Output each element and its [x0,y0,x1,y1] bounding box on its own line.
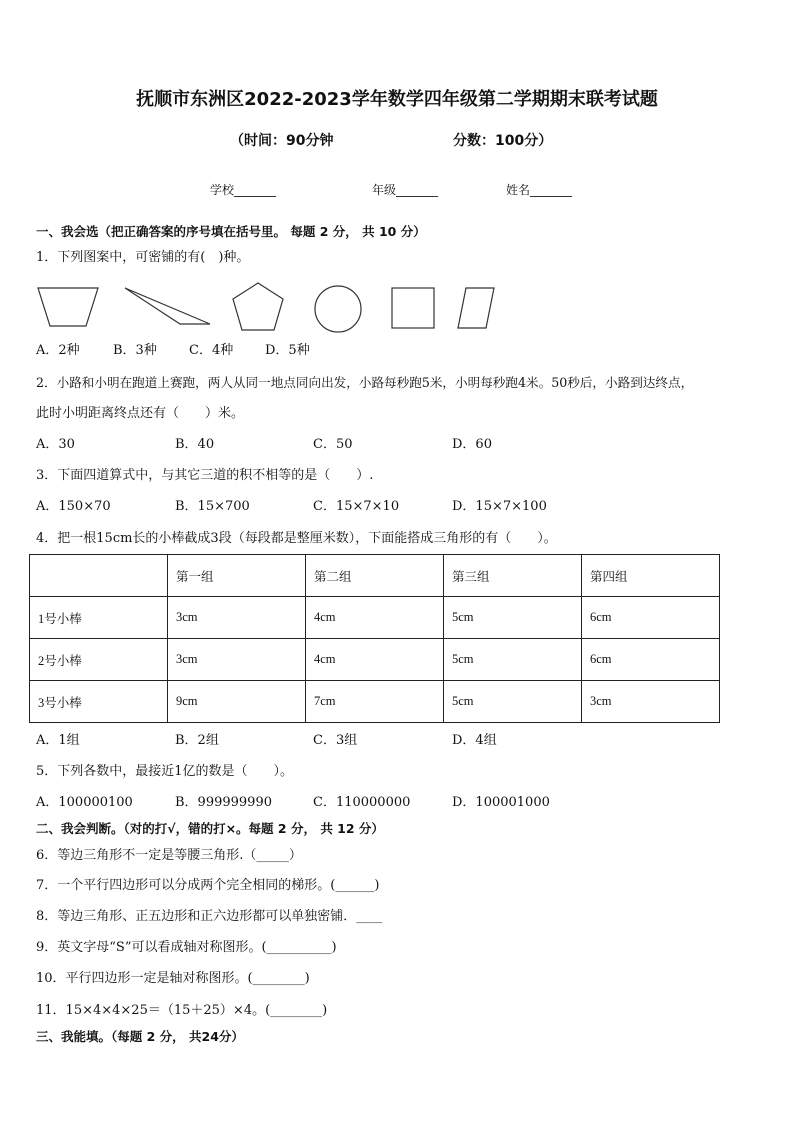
triangle-shape [125,288,210,324]
q2-option-d: D．60 [452,437,492,452]
question-10: 10．平行四边形一定是轴对称图形。(________) [36,971,310,986]
q1-option-b: B．3种 [113,343,157,358]
question-7: 7．一个平行四边形可以分成两个完全相同的梯形。(______) [36,878,380,893]
table-cell: 3cm [582,681,720,723]
table-row [30,597,720,639]
circle-shape [315,286,361,332]
table-cell: 6cm [582,639,720,681]
table-header-cell [30,555,168,597]
table-cell: 1号小棒 [30,597,168,639]
q3-option-b: B．15×700 [175,499,250,514]
question-11: 11．15×4×4×25＝（15＋25）×4。(________) [36,1003,328,1018]
q1-option-d: D．5种 [265,343,310,358]
trapezoid-shape [38,288,98,326]
table-cell: 6cm [582,597,720,639]
question-1-shapes [30,280,500,340]
table-row [30,681,720,723]
table-cell: 3号小棒 [30,681,168,723]
question-3-stem: 3．下面四道算式中，与其它三道的积不相等的是（ ）. [36,468,374,483]
question-8: 8．等边三角形、正五边形和正六边形都可以单独密铺．____ [36,909,383,924]
table-cell: 9cm [168,681,306,723]
q4-option-d: D．4组 [452,733,497,748]
pentagon-shape [233,283,283,330]
q2-option-a: A．30 [36,437,75,452]
question-2-line-2: 此时小明距离终点还有（ ）米。 [36,406,245,421]
q1-option-a: A．2种 [36,343,80,358]
grade-field: 年级_______ [372,183,439,197]
table-header-cell: 第四组 [582,555,720,597]
table-row [30,639,720,681]
table-cell: 5cm [444,597,582,639]
q4-option-b: B．2组 [175,733,219,748]
table-header-row [30,555,720,597]
exam-title: 抚顺市东洲区2022-2023学年数学四年级第二学期期末联考试题 [136,89,658,110]
table-cell: 3cm [168,639,306,681]
table-cell: 5cm [444,639,582,681]
section-1-heading: 一、我会选（把正确答案的序号填在括号里。 每题 2 分， 共 10 分） [36,224,426,239]
square-shape [392,288,434,328]
q2-option-c: C．50 [313,437,353,452]
q5-option-a: A．100000100 [36,795,133,810]
q5-option-d: D．100001000 [452,795,550,810]
table-cell: 2号小棒 [30,639,168,681]
question-1-stem: 1．下列图案中，可密铺的有( )种。 [36,250,250,265]
stick-table [29,554,720,723]
question-6: 6．等边三角形不一定是等腰三角形.（_____） [36,848,302,863]
exam-time: （时间：90分钟 [230,133,334,149]
table-cell: 4cm [306,639,444,681]
q3-option-c: C．15×7×10 [313,499,400,514]
name-field: 姓名_______ [506,183,573,197]
q3-option-d: D．15×7×100 [452,499,547,514]
q5-option-b: B．999999990 [175,795,272,810]
question-9: 9．英文字母“S”可以看成轴对称图形。(__________) [36,940,337,955]
q4-option-a: A．1组 [36,733,80,748]
table-cell: 7cm [306,681,444,723]
q1-option-c: C．4种 [189,343,234,358]
question-4-stem: 4．把一根15cm长的小棒截成3段（每段都是整厘米数），下面能搭成三角形的有（ ）。 [36,531,557,546]
q2-option-b: B．40 [175,437,215,452]
q4-option-c: C．3组 [313,733,358,748]
q5-option-c: C．110000000 [313,795,411,810]
school-field: 学校_______ [210,183,277,197]
section-3-heading: 三、我能填。（每题 2 分， 共24分） [36,1029,244,1044]
question-2-line-1: 2．小路和小明在跑道上赛跑，两人从同一地点同向出发，小路每秒跑5米，小明每秒跑4米。50秒后，小路到达终点， [36,375,694,390]
exam-score: 分数：100分） [453,133,553,149]
table-header-cell: 第三组 [444,555,582,597]
table-cell: 5cm [444,681,582,723]
table-header-cell: 第二组 [306,555,444,597]
question-5-stem: 5．下列各数中，最接近1亿的数是（ ）。 [36,764,294,779]
parallelogram-shape [458,288,494,328]
table-cell: 3cm [168,597,306,639]
section-2-heading: 二、我会判断。（对的打√，错的打×。每题 2 分， 共 12 分） [36,821,384,836]
table-cell: 4cm [306,597,444,639]
table-header-cell: 第一组 [168,555,306,597]
q3-option-a: A．150×70 [36,499,111,514]
